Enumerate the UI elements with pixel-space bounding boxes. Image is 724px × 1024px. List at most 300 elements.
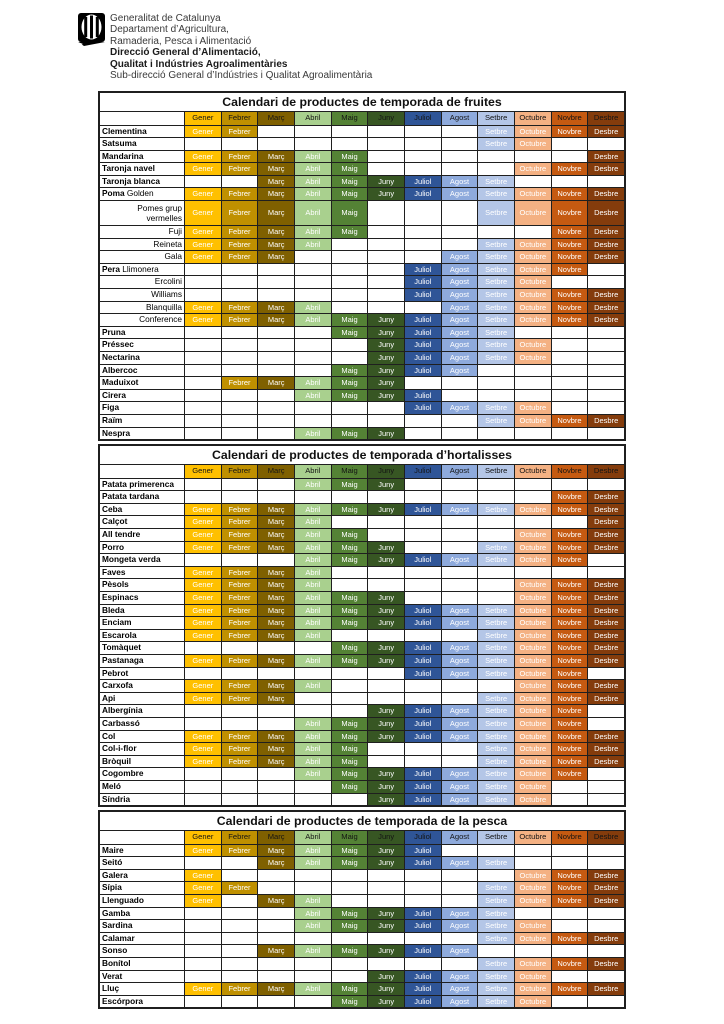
month-header-cell: Juny xyxy=(368,465,404,478)
season-cell: Juny xyxy=(368,314,404,326)
empty-cell xyxy=(332,415,368,427)
empty-cell xyxy=(515,479,551,491)
empty-cell xyxy=(368,933,404,945)
product-row xyxy=(100,794,624,806)
season-cell: Juny xyxy=(368,920,404,932)
season-cell: Setbre xyxy=(478,857,514,869)
empty-cell xyxy=(295,693,331,705)
empty-cell xyxy=(222,276,258,288)
season-cell: Gener xyxy=(185,617,221,629)
season-cell: Setbre xyxy=(478,908,514,920)
season-cell: Juliol xyxy=(405,920,441,932)
season-cell: Octubre xyxy=(515,680,551,692)
season-cell: Abril xyxy=(295,504,331,516)
season-cell: Gener xyxy=(185,743,221,755)
season-cell: Maig xyxy=(332,428,368,440)
season-cell: Abril xyxy=(295,655,331,667)
season-cell: Octubre xyxy=(515,415,551,427)
season-cell: Juny xyxy=(368,794,404,806)
product-row xyxy=(100,176,624,188)
season-cell: Agost xyxy=(442,705,478,717)
empty-cell xyxy=(222,920,258,932)
empty-cell xyxy=(258,491,294,503)
month-header-cell: Setbre xyxy=(478,465,514,478)
season-cell: Desbre xyxy=(588,983,624,995)
season-cell: Novbre xyxy=(552,895,588,907)
season-cell: Abril xyxy=(295,176,331,188)
season-cell: Juliol xyxy=(405,857,441,869)
product-label: Lluç xyxy=(100,983,184,995)
month-header-cell: Desbre xyxy=(588,831,624,844)
product-label: Carxofa xyxy=(100,680,184,692)
season-cell: Febrer xyxy=(222,617,258,629)
season-cell: Novbre xyxy=(552,718,588,730)
season-cell: Juny xyxy=(368,908,404,920)
empty-cell xyxy=(295,415,331,427)
season-cell: Gener xyxy=(185,579,221,591)
product-label: Williams xyxy=(100,289,184,301)
season-cell: Abril xyxy=(295,314,331,326)
product-row xyxy=(100,731,624,743)
empty-cell xyxy=(368,402,404,414)
season-cell: Octubre xyxy=(515,794,551,806)
empty-cell xyxy=(185,933,221,945)
month-header-cell: Agost xyxy=(442,831,478,844)
empty-cell xyxy=(588,479,624,491)
season-cell: Octubre xyxy=(515,642,551,654)
season-cell: Octubre xyxy=(515,289,551,301)
season-cell: Novbre xyxy=(552,870,588,882)
empty-cell xyxy=(552,352,588,364)
empty-cell xyxy=(442,567,478,579)
season-cell: Març xyxy=(258,529,294,541)
season-cell: Febrer xyxy=(222,567,258,579)
empty-cell xyxy=(405,516,441,528)
season-cell: Agost xyxy=(442,857,478,869)
empty-cell xyxy=(258,327,294,339)
product-label: Satsuma xyxy=(100,138,184,150)
season-cell: Abril xyxy=(295,731,331,743)
product-label: Taronja navel xyxy=(100,163,184,175)
season-cell: Febrer xyxy=(222,680,258,692)
season-cell: Març xyxy=(258,693,294,705)
season-cell: Març xyxy=(258,542,294,554)
empty-cell xyxy=(185,945,221,957)
season-cell: Juliol xyxy=(405,996,441,1008)
season-cell: Agost xyxy=(442,983,478,995)
empty-cell xyxy=(258,768,294,780)
empty-cell xyxy=(332,276,368,288)
empty-cell xyxy=(515,428,551,440)
product-label: Albergínia xyxy=(100,705,184,717)
month-header-cell: Juliol xyxy=(405,465,441,478)
table-title: Calendari de productes de temporada d’hortalisses xyxy=(100,446,624,464)
season-cell: Maig xyxy=(332,731,368,743)
empty-cell xyxy=(442,680,478,692)
season-cell: Juny xyxy=(368,731,404,743)
empty-cell xyxy=(552,908,588,920)
season-cell: Novbre xyxy=(552,756,588,768)
empty-cell xyxy=(258,415,294,427)
empty-cell xyxy=(515,390,551,402)
season-cell: Desbre xyxy=(588,579,624,591)
season-cell: Octubre xyxy=(515,352,551,364)
season-cell: Abril xyxy=(295,845,331,857)
empty-cell xyxy=(332,705,368,717)
season-cell: Novbre xyxy=(552,554,588,566)
season-cell: Març xyxy=(258,845,294,857)
empty-cell xyxy=(185,264,221,276)
empty-cell xyxy=(258,390,294,402)
product-label: All tendre xyxy=(100,529,184,541)
empty-cell xyxy=(588,996,624,1008)
season-cell: Abril xyxy=(295,163,331,175)
empty-cell xyxy=(185,365,221,377)
season-cell: Abril xyxy=(295,945,331,957)
product-row xyxy=(100,352,624,364)
empty-cell xyxy=(442,756,478,768)
season-cell: Novbre xyxy=(552,958,588,970)
month-header-cell: Gener xyxy=(185,112,221,125)
season-cell: Maig xyxy=(332,845,368,857)
season-cell: Desbre xyxy=(588,314,624,326)
month-header-cell: Agost xyxy=(442,112,478,125)
season-cell: Abril xyxy=(295,529,331,541)
empty-cell xyxy=(222,971,258,983)
product-label: Clementina xyxy=(100,126,184,138)
empty-cell xyxy=(478,516,514,528)
empty-cell xyxy=(332,630,368,642)
season-cell: Febrer xyxy=(222,239,258,251)
product-label: Cirera xyxy=(100,390,184,402)
letterhead-line-5: Qualitat i Indústries Agroalimentàries xyxy=(110,58,288,70)
empty-cell xyxy=(405,415,441,427)
season-cell: Octubre xyxy=(515,705,551,717)
product-label: Sardina xyxy=(100,920,184,932)
empty-cell xyxy=(185,857,221,869)
product-row xyxy=(100,895,624,907)
season-cell: Juliol xyxy=(405,176,441,188)
empty-cell xyxy=(222,705,258,717)
season-cell: Setbre xyxy=(478,415,514,427)
letterhead-line-6: Sub-direcció General d’Indústries i Qualitat Agroalimentària xyxy=(110,70,373,82)
season-cell: Juny xyxy=(368,377,404,389)
product-row xyxy=(100,428,624,440)
empty-cell xyxy=(588,668,624,680)
empty-cell xyxy=(295,491,331,503)
empty-cell xyxy=(552,781,588,793)
product-row xyxy=(100,908,624,920)
product-label: Figa xyxy=(100,402,184,414)
empty-cell xyxy=(515,327,551,339)
product-row xyxy=(100,415,624,427)
product-row xyxy=(100,479,624,491)
season-cell: Octubre xyxy=(515,302,551,314)
product-label: Seitó xyxy=(100,857,184,869)
empty-cell xyxy=(332,516,368,528)
product-label: Faves xyxy=(100,567,184,579)
season-cell: Juliol xyxy=(405,908,441,920)
season-cell: Abril xyxy=(295,579,331,591)
season-cell: Juny xyxy=(368,390,404,402)
product-label: Sonso xyxy=(100,945,184,957)
season-cell: Febrer xyxy=(222,542,258,554)
month-header-cell: Juny xyxy=(368,831,404,844)
product-row xyxy=(100,933,624,945)
season-cell: Gener xyxy=(185,605,221,617)
season-cell: Abril xyxy=(295,983,331,995)
product-row xyxy=(100,339,624,351)
empty-cell xyxy=(368,302,404,314)
season-cell: Abril xyxy=(295,377,331,389)
season-cell: Juny xyxy=(368,705,404,717)
season-cell: Juny xyxy=(368,655,404,667)
season-cell: Febrer xyxy=(222,126,258,138)
season-cell: Novbre xyxy=(552,188,588,200)
empty-cell xyxy=(478,226,514,238)
season-cell: Octubre xyxy=(515,239,551,251)
product-label: Enciam xyxy=(100,617,184,629)
product-label: Fuji xyxy=(100,226,184,238)
season-cell: Març xyxy=(258,630,294,642)
empty-cell xyxy=(442,479,478,491)
empty-cell xyxy=(258,882,294,894)
season-cell: Febrer xyxy=(222,731,258,743)
letterhead-line-1: Generalitat de Catalunya xyxy=(110,13,221,24)
month-header-cell: Maig xyxy=(332,465,368,478)
empty-cell xyxy=(588,908,624,920)
season-cell: Desbre xyxy=(588,126,624,138)
season-cell: Març xyxy=(258,731,294,743)
season-cell: Novbre xyxy=(552,630,588,642)
season-cell: Maig xyxy=(332,542,368,554)
empty-cell xyxy=(552,857,588,869)
season-cell: Gener xyxy=(185,567,221,579)
empty-cell xyxy=(368,870,404,882)
empty-cell xyxy=(258,339,294,351)
month-header-cell: Juny xyxy=(368,112,404,125)
empty-cell xyxy=(332,126,368,138)
season-cell: Juny xyxy=(368,945,404,957)
season-cell: Juny xyxy=(368,352,404,364)
empty-cell xyxy=(478,592,514,604)
empty-cell xyxy=(405,126,441,138)
season-cell: Juliol xyxy=(405,705,441,717)
season-cell: Agost xyxy=(442,402,478,414)
season-cell: Setbre xyxy=(478,542,514,554)
empty-cell xyxy=(588,781,624,793)
season-cell: Desbre xyxy=(588,605,624,617)
empty-cell xyxy=(588,768,624,780)
season-cell: Novbre xyxy=(552,302,588,314)
season-cell: Juny xyxy=(368,188,404,200)
product-row xyxy=(100,126,624,138)
month-header-cell: Novbre xyxy=(552,831,588,844)
season-cell: Desbre xyxy=(588,617,624,629)
empty-cell xyxy=(515,516,551,528)
product-label: Patata tardana xyxy=(100,491,184,503)
season-cell: Octubre xyxy=(515,768,551,780)
season-cell: Març xyxy=(258,983,294,995)
season-cell: Desbre xyxy=(588,289,624,301)
empty-cell xyxy=(258,479,294,491)
season-cell: Març xyxy=(258,377,294,389)
empty-cell xyxy=(222,479,258,491)
season-cell: Agost xyxy=(442,554,478,566)
month-header-cell: Novbre xyxy=(552,465,588,478)
season-cell: Gener xyxy=(185,516,221,528)
season-cell: Juny xyxy=(368,339,404,351)
season-cell: Octubre xyxy=(515,781,551,793)
season-cell: Maig xyxy=(332,756,368,768)
season-cell: Agost xyxy=(442,302,478,314)
empty-cell xyxy=(222,794,258,806)
empty-cell xyxy=(258,933,294,945)
empty-cell xyxy=(295,251,331,263)
empty-cell xyxy=(185,781,221,793)
season-cell: Febrer xyxy=(222,504,258,516)
empty-cell xyxy=(368,958,404,970)
season-cell: Maig xyxy=(332,718,368,730)
product-label: Préssec xyxy=(100,339,184,351)
season-cell: Gener xyxy=(185,693,221,705)
season-cell: Febrer xyxy=(222,163,258,175)
empty-cell xyxy=(222,390,258,402)
empty-cell xyxy=(368,251,404,263)
season-cell: Setbre xyxy=(478,668,514,680)
season-cell: Maig xyxy=(332,592,368,604)
empty-cell xyxy=(222,642,258,654)
empty-cell xyxy=(258,554,294,566)
empty-cell xyxy=(185,390,221,402)
empty-cell xyxy=(478,567,514,579)
empty-cell xyxy=(405,542,441,554)
product-row xyxy=(100,151,624,163)
empty-cell xyxy=(405,592,441,604)
season-cell: Novbre xyxy=(552,592,588,604)
empty-cell xyxy=(588,971,624,983)
product-label: Galera xyxy=(100,870,184,882)
season-cell: Abril xyxy=(295,188,331,200)
season-cell: Octubre xyxy=(515,592,551,604)
month-header-cell: Desbre xyxy=(588,465,624,478)
season-cell: Juliol xyxy=(405,339,441,351)
product-label: Gala xyxy=(100,251,184,263)
season-cell: Abril xyxy=(295,920,331,932)
season-cell: Juny xyxy=(368,718,404,730)
season-cell: Novbre xyxy=(552,126,588,138)
empty-cell xyxy=(222,870,258,882)
season-cell: Abril xyxy=(295,743,331,755)
season-cell: Juliol xyxy=(405,289,441,301)
empty-cell xyxy=(368,680,404,692)
empty-cell xyxy=(258,402,294,414)
season-cell: Abril xyxy=(295,756,331,768)
season-cell: Gener xyxy=(185,126,221,138)
season-cell: Desbre xyxy=(588,756,624,768)
empty-cell xyxy=(405,138,441,150)
product-row xyxy=(100,756,624,768)
season-cell: Desbre xyxy=(588,201,624,225)
product-row xyxy=(100,870,624,882)
month-header-cell: Juliol xyxy=(405,112,441,125)
empty-cell xyxy=(185,415,221,427)
empty-cell xyxy=(332,289,368,301)
season-cell: Juliol xyxy=(405,642,441,654)
month-header-cell: Maig xyxy=(332,112,368,125)
empty-cell xyxy=(405,251,441,263)
season-cell: Agost xyxy=(442,251,478,263)
empty-cell xyxy=(478,365,514,377)
product-label: Blanquilla xyxy=(100,302,184,314)
product-label: Bleda xyxy=(100,605,184,617)
empty-cell xyxy=(185,402,221,414)
table-title: Calendari de productes de temporada de fruites xyxy=(100,93,624,111)
season-cell: Maig xyxy=(332,504,368,516)
empty-cell xyxy=(515,857,551,869)
empty-cell xyxy=(405,377,441,389)
product-label: Pomes grup vermelles xyxy=(100,201,184,225)
season-cell: Octubre xyxy=(515,402,551,414)
season-cell: Novbre xyxy=(552,264,588,276)
empty-cell xyxy=(368,579,404,591)
empty-cell xyxy=(405,428,441,440)
season-cell: Octubre xyxy=(515,630,551,642)
season-cell: Març xyxy=(258,945,294,957)
season-cell: Abril xyxy=(295,239,331,251)
empty-cell xyxy=(405,479,441,491)
season-cell: Gener xyxy=(185,655,221,667)
season-cell: Octubre xyxy=(515,542,551,554)
product-row xyxy=(100,302,624,314)
season-cell: Gener xyxy=(185,504,221,516)
empty-cell xyxy=(588,718,624,730)
empty-cell xyxy=(295,138,331,150)
empty-cell xyxy=(368,743,404,755)
season-cell: Juny xyxy=(368,542,404,554)
season-cell: Maig xyxy=(332,642,368,654)
empty-cell xyxy=(185,289,221,301)
product-row xyxy=(100,845,624,857)
season-cell: Setbre xyxy=(478,617,514,629)
product-row xyxy=(100,188,624,200)
season-cell: Octubre xyxy=(515,339,551,351)
product-row xyxy=(100,554,624,566)
empty-cell xyxy=(185,768,221,780)
season-cell: Novbre xyxy=(552,542,588,554)
empty-cell xyxy=(405,201,441,225)
product-label: Pera Llimonera xyxy=(100,264,184,276)
season-cell: Abril xyxy=(295,895,331,907)
season-cell: Febrer xyxy=(222,882,258,894)
month-header-cell: Febrer xyxy=(222,465,258,478)
empty-cell xyxy=(185,705,221,717)
empty-cell xyxy=(368,138,404,150)
empty-cell xyxy=(258,794,294,806)
season-cell: Novbre xyxy=(552,768,588,780)
empty-cell xyxy=(442,542,478,554)
season-cell: Setbre xyxy=(478,756,514,768)
season-cell: Desbre xyxy=(588,251,624,263)
calendar-table xyxy=(98,91,626,441)
empty-cell xyxy=(442,239,478,251)
season-cell: Juny xyxy=(368,365,404,377)
season-cell: Desbre xyxy=(588,163,624,175)
empty-cell xyxy=(258,971,294,983)
empty-cell xyxy=(185,554,221,566)
empty-cell xyxy=(258,920,294,932)
season-cell: Agost xyxy=(442,188,478,200)
